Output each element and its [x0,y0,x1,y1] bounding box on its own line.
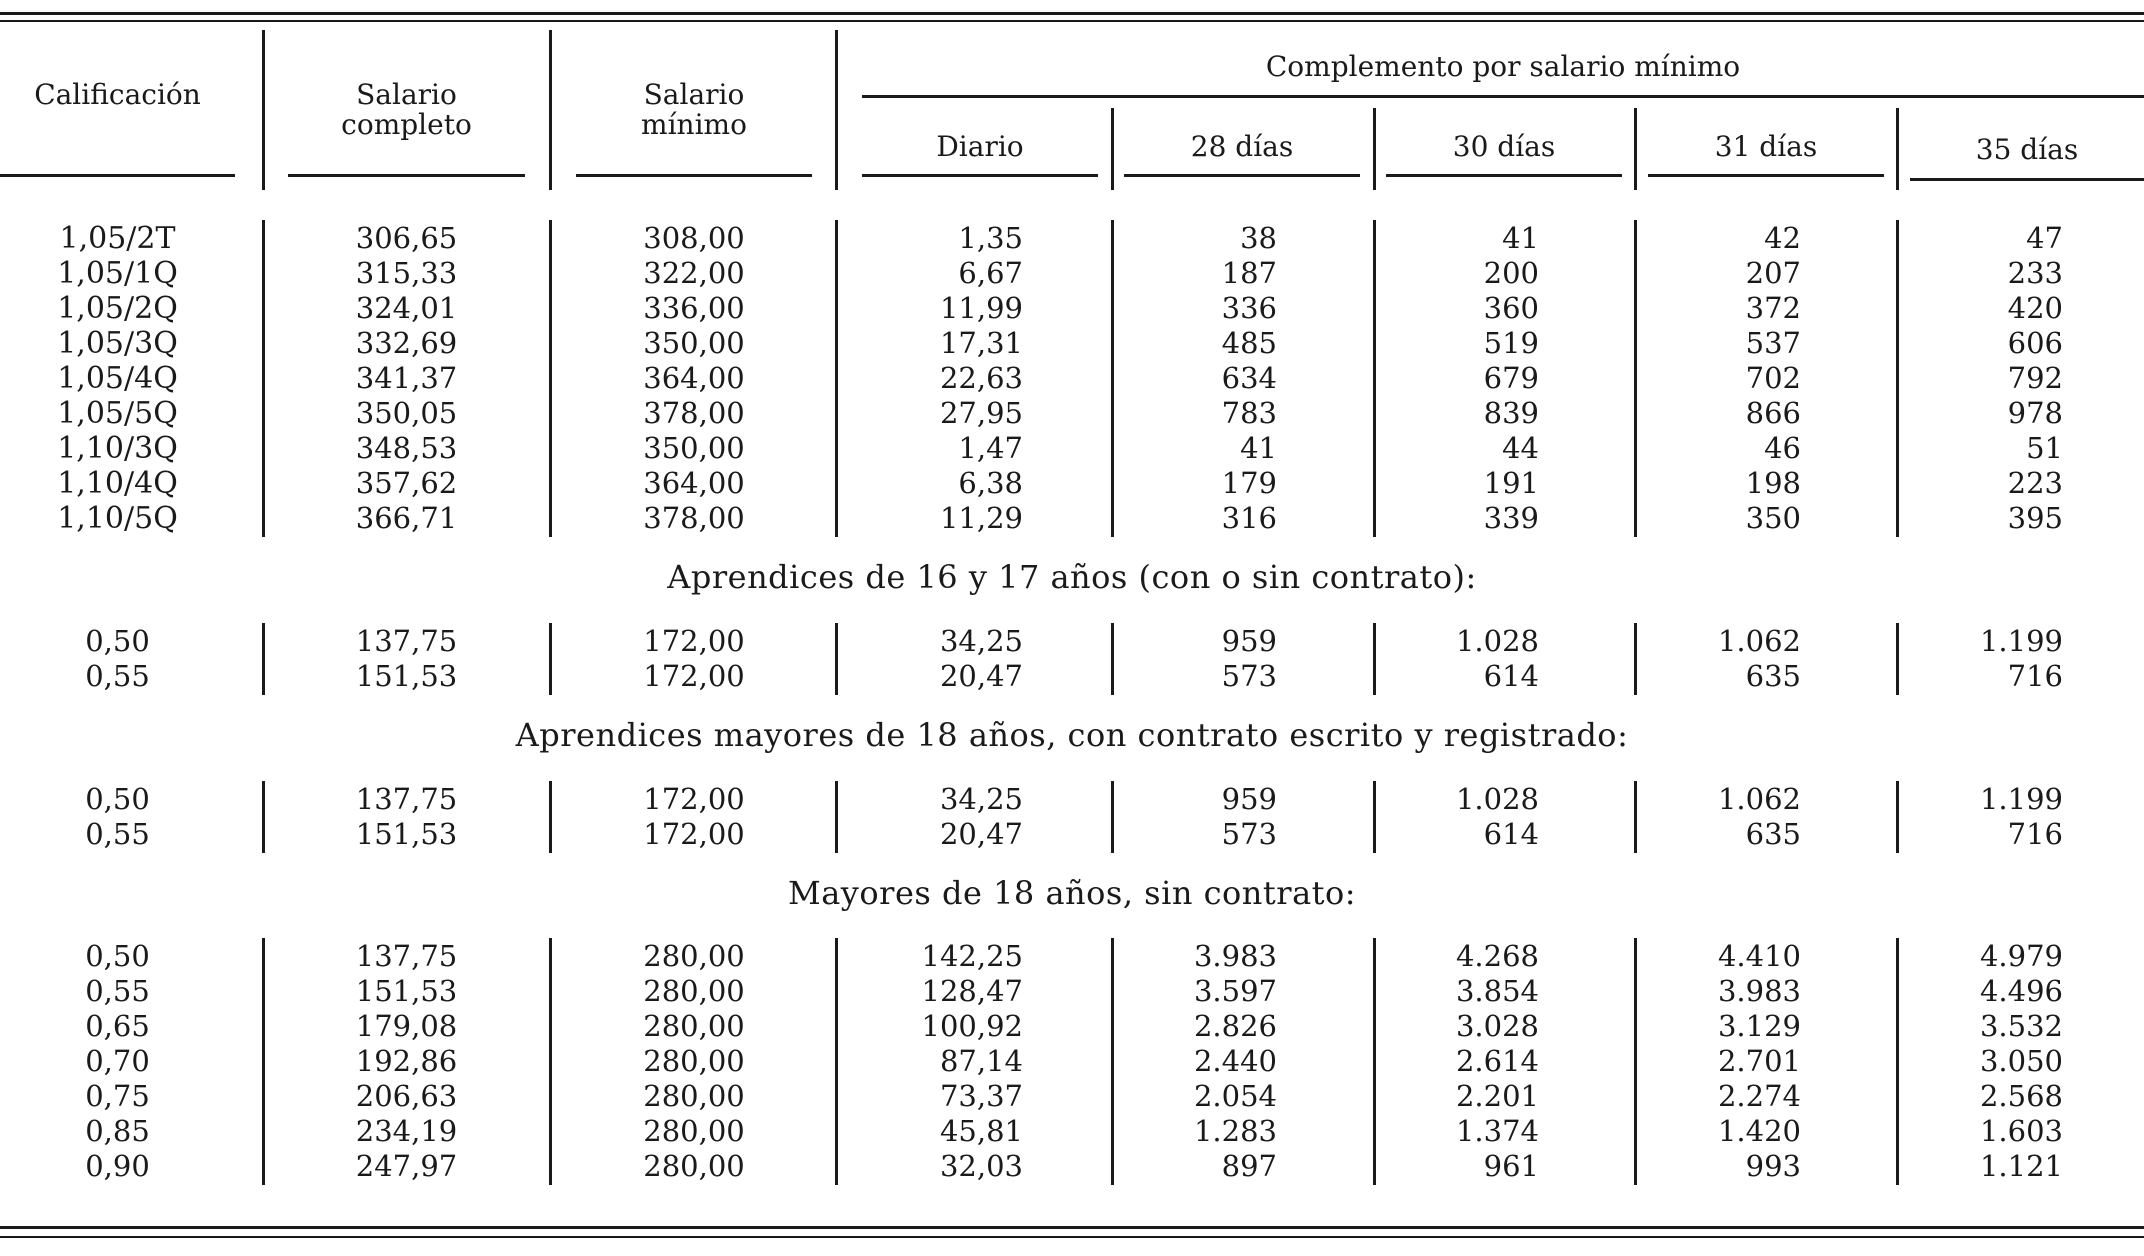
cell-28-dias: 634 [1221,361,1277,395]
cell-35-dias: 2.568 [1979,1079,2063,1113]
cell-diario: 73,37 [939,1079,1023,1113]
cell-31-dias: 702 [1745,361,1801,395]
cell-30-dias: 41 [1502,221,1539,255]
cell-calificacion: 0,75 [85,1079,150,1113]
column-underline [1386,174,1622,177]
cell-diario: 11,99 [939,291,1023,325]
cell-31-dias: 46 [1764,431,1801,465]
cell-28-dias: 187 [1221,256,1277,290]
cell-salario-minimo: 172,00 [643,782,745,816]
cell-35-dias: 3.532 [1979,1009,2063,1043]
cell-calificacion: 1,05/3Q [57,326,178,361]
cell-30-dias: 4.268 [1455,939,1539,973]
body-col-separator [262,220,265,537]
cell-salario-minimo: 172,00 [643,817,745,851]
cell-salario-completo: 247,97 [355,1149,458,1183]
cell-diario: 20,47 [939,659,1023,693]
cell-28-dias: 573 [1221,659,1277,693]
cell-salario-minimo: 364,00 [643,361,745,395]
cell-28-dias: 336 [1221,291,1277,325]
section-title: Mayores de 18 años, sin contrato: [787,874,1357,912]
cell-30-dias: 1.028 [1455,782,1539,816]
cell-calificacion: 1,10/5Q [57,501,178,536]
header-salario-completo: Salario completo [341,78,472,141]
cell-calificacion: 0,55 [85,974,150,1008]
cell-35-dias: 978 [2007,396,2063,430]
cell-salario-minimo: 280,00 [643,1044,745,1078]
cell-31-dias: 993 [1745,1149,1801,1183]
cell-30-dias: 679 [1483,361,1539,395]
cell-30-dias: 2.201 [1455,1079,1539,1113]
cell-28-dias: 2.440 [1193,1044,1277,1078]
cell-35-dias: 1.603 [1979,1114,2063,1148]
cell-salario-completo: 357,62 [355,466,458,500]
cell-35-dias: 792 [2007,361,2063,395]
cell-30-dias: 1.374 [1455,1114,1539,1148]
cell-calificacion: 1,05/1Q [57,256,178,291]
cell-calificacion: 1,10/3Q [57,431,178,466]
cell-diario: 20,47 [939,817,1023,851]
cell-salario-minimo: 280,00 [643,1009,745,1043]
cell-salario-minimo: 350,00 [643,431,745,465]
cell-calificacion: 0,55 [85,817,150,851]
cell-30-dias: 44 [1502,431,1539,465]
cell-calificacion: 1,05/2T [59,221,176,256]
cell-salario-minimo: 350,00 [643,326,745,360]
cell-diario: 1,47 [958,431,1023,465]
cell-30-dias: 339 [1483,501,1539,535]
cell-31-dias: 372 [1745,291,1801,325]
cell-salario-completo: 366,71 [355,501,458,535]
cell-calificacion: 1,05/5Q [57,396,178,431]
cell-28-dias: 783 [1221,396,1277,430]
header-complemento: Complemento por salario mínimo [1265,50,1741,83]
cell-35-dias: 716 [2007,817,2063,851]
complemento-rule [862,95,2144,98]
cell-salario-completo: 341,37 [355,361,458,395]
cell-30-dias: 519 [1483,326,1539,360]
cell-salario-minimo: 378,00 [643,501,745,535]
cell-diario: 128,47 [921,974,1023,1008]
cell-35-dias: 420 [2007,291,2063,325]
cell-35-dias: 51 [2026,431,2063,465]
cell-28-dias: 485 [1221,326,1277,360]
header-col-separator [1373,108,1376,190]
cell-35-dias: 47 [2026,221,2063,255]
header-col-separator [262,30,265,190]
cell-calificacion: 0,85 [85,1114,150,1148]
cell-salario-minimo: 172,00 [643,624,745,658]
cell-salario-minimo: 280,00 [643,1079,745,1113]
cell-31-dias: 207 [1745,256,1801,290]
cell-31-dias: 350 [1745,501,1801,535]
cell-28-dias: 2.826 [1193,1009,1277,1043]
cell-30-dias: 200 [1483,256,1539,290]
cell-28-dias: 959 [1221,782,1277,816]
cell-calificacion: 0,70 [85,1044,150,1078]
cell-salario-minimo: 280,00 [643,939,745,973]
cell-diario: 100,92 [921,1009,1023,1043]
cell-30-dias: 614 [1483,659,1539,693]
section-title: Aprendices mayores de 18 años, con contrato escrito y registrado: [515,716,1629,754]
cell-salario-minimo: 280,00 [643,1149,745,1183]
cell-28-dias: 3.597 [1193,974,1277,1008]
cell-28-dias: 316 [1221,501,1277,535]
cell-35-dias: 4.979 [1979,939,2063,973]
cell-28-dias: 1.283 [1193,1114,1277,1148]
cell-35-dias: 395 [2007,501,2063,535]
cell-salario-completo: 206,63 [355,1079,458,1113]
cell-30-dias: 614 [1483,817,1539,851]
cell-31-dias: 2.701 [1717,1044,1801,1078]
body-col-separator [549,781,552,853]
top-rule [0,12,2144,15]
column-underline [576,174,812,177]
cell-35-dias: 233 [2007,256,2063,290]
cell-35-dias: 1.199 [1979,624,2063,658]
cell-salario-completo: 306,65 [355,221,458,255]
cell-salario-completo: 151,53 [355,974,458,1008]
cell-calificacion: 0,90 [85,1149,150,1183]
cell-35-dias: 1.121 [1979,1149,2063,1183]
cell-salario-completo: 315,33 [355,256,458,290]
header-31-dias: 31 días [1714,130,1818,163]
cell-diario: 11,29 [939,501,1023,535]
cell-salario-completo: 179,08 [355,1009,458,1043]
cell-diario: 6,67 [958,256,1023,290]
cell-28-dias: 2.054 [1193,1079,1277,1113]
header-28-dias: 28 días [1190,130,1294,163]
cell-31-dias: 1.062 [1717,782,1801,816]
cell-salario-minimo: 336,00 [643,291,745,325]
cell-31-dias: 2.274 [1717,1079,1801,1113]
column-underline [862,174,1098,177]
cell-28-dias: 897 [1221,1149,1277,1183]
cell-diario: 22,63 [939,361,1023,395]
bottom-rule-thin [0,1236,2144,1238]
cell-salario-minimo: 364,00 [643,466,745,500]
cell-salario-minimo: 280,00 [643,974,745,1008]
cell-salario-completo: 151,53 [355,817,458,851]
header-salario-minimo: Salario mínimo [641,78,747,141]
body-col-separator [262,938,265,1185]
cell-salario-minimo: 378,00 [643,396,745,430]
header-30-dias: 30 días [1452,130,1556,163]
bottom-rule [0,1226,2144,1229]
cell-30-dias: 961 [1483,1149,1539,1183]
cell-calificacion: 0,55 [85,659,150,693]
cell-salario-completo: 324,01 [355,291,458,325]
header-diario: Diario [936,130,1024,163]
cell-diario: 34,25 [939,624,1023,658]
body-col-separator [549,220,552,537]
cell-30-dias: 3.854 [1455,974,1539,1008]
cell-28-dias: 959 [1221,624,1277,658]
cell-salario-completo: 348,53 [355,431,458,465]
column-underline [1124,174,1360,177]
cell-calificacion: 0,50 [85,782,150,816]
cell-31-dias: 635 [1745,659,1801,693]
cell-31-dias: 3.983 [1717,974,1801,1008]
top-rule-thin [0,20,2144,22]
cell-35-dias: 716 [2007,659,2063,693]
cell-30-dias: 2.614 [1455,1044,1539,1078]
column-underline [288,174,525,177]
cell-calificacion: 1,05/2Q [57,291,178,326]
cell-28-dias: 179 [1221,466,1277,500]
cell-30-dias: 839 [1483,396,1539,430]
body-col-separator [262,781,265,853]
cell-salario-minimo: 322,00 [643,256,745,290]
cell-31-dias: 3.129 [1717,1009,1801,1043]
column-underline [1648,174,1884,177]
column-underline [1910,178,2144,181]
cell-31-dias: 198 [1745,466,1801,500]
cell-diario: 1,35 [958,221,1023,255]
header-35-dias: 35 días [1975,133,2079,166]
cell-28-dias: 41 [1240,431,1277,465]
cell-30-dias: 3.028 [1455,1009,1539,1043]
cell-diario: 27,95 [939,396,1023,430]
cell-35-dias: 4.496 [1979,974,2063,1008]
cell-calificacion: 0,65 [85,1009,150,1043]
cell-salario-completo: 234,19 [355,1114,458,1148]
cell-salario-completo: 137,75 [355,624,458,658]
header-col-separator [835,30,838,190]
cell-30-dias: 360 [1483,291,1539,325]
cell-salario-completo: 350,05 [355,396,458,430]
cell-salario-minimo: 308,00 [643,221,745,255]
header-calificacion: Calificación [34,78,201,111]
column-underline [0,174,235,177]
cell-28-dias: 3.983 [1193,939,1277,973]
cell-calificacion: 0,50 [85,939,150,973]
cell-diario: 142,25 [921,939,1023,973]
cell-35-dias: 223 [2007,466,2063,500]
body-col-separator [549,938,552,1185]
cell-salario-completo: 332,69 [355,326,458,360]
header-col-separator [1634,108,1637,190]
header-col-separator [1111,108,1114,190]
cell-35-dias: 1.199 [1979,782,2063,816]
cell-31-dias: 635 [1745,817,1801,851]
cell-35-dias: 606 [2007,326,2063,360]
cell-28-dias: 38 [1240,221,1277,255]
cell-salario-minimo: 280,00 [643,1114,745,1148]
cell-30-dias: 1.028 [1455,624,1539,658]
cell-31-dias: 537 [1745,326,1801,360]
cell-31-dias: 42 [1764,221,1801,255]
cell-salario-minimo: 172,00 [643,659,745,693]
cell-calificacion: 1,05/4Q [57,361,178,396]
cell-salario-completo: 192,86 [355,1044,458,1078]
cell-28-dias: 573 [1221,817,1277,851]
body-col-separator [549,623,552,695]
cell-calificacion: 1,10/4Q [57,466,178,501]
cell-35-dias: 3.050 [1979,1044,2063,1078]
cell-salario-completo: 137,75 [355,782,458,816]
cell-31-dias: 1.420 [1717,1114,1801,1148]
cell-31-dias: 4.410 [1717,939,1801,973]
cell-diario: 32,03 [939,1149,1023,1183]
cell-diario: 34,25 [939,782,1023,816]
header-col-separator [549,30,552,190]
cell-31-dias: 1.062 [1717,624,1801,658]
cell-calificacion: 0,50 [85,624,150,658]
cell-diario: 17,31 [939,326,1023,360]
cell-31-dias: 866 [1745,396,1801,430]
cell-diario: 45,81 [939,1114,1023,1148]
cell-salario-completo: 151,53 [355,659,458,693]
cell-salario-completo: 137,75 [355,939,458,973]
body-col-separator [262,623,265,695]
cell-30-dias: 191 [1483,466,1539,500]
cell-diario: 87,14 [939,1044,1023,1078]
cell-diario: 6,38 [958,466,1023,500]
section-title: Aprendices de 16 y 17 años (con o sin contrato): [667,558,1477,596]
header-col-separator [1896,108,1899,190]
